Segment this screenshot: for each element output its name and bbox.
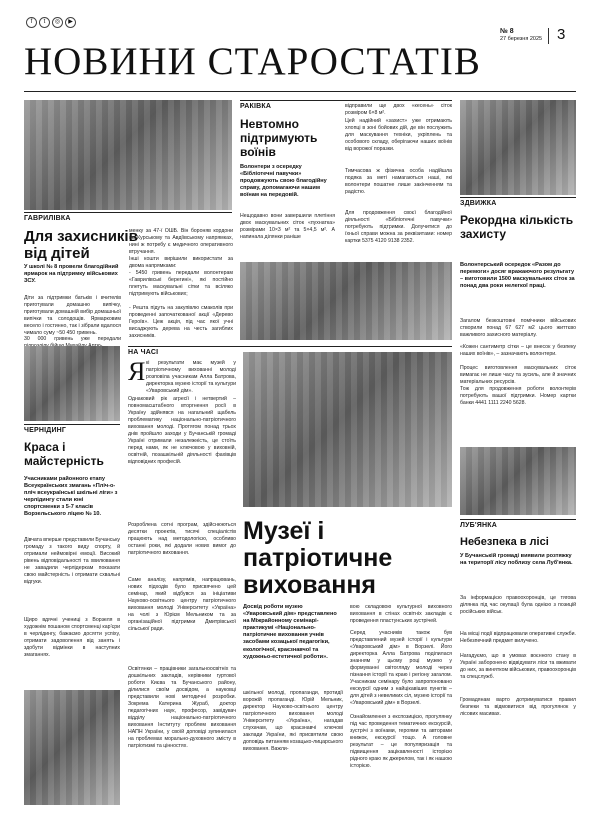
section-label: ЧЕРНІДИНГ	[24, 427, 67, 434]
article-headline: Краса і майстерність	[24, 440, 104, 468]
article-lead: Волонтери з осередку «Бібліотечні павучки» продовжують свою благодійну справу, допомагаючи нашим воїнам на передовій.	[240, 164, 327, 199]
article-text: вою складовою культурної виховного виховання в стінах освітніх закладів є проведення пластунських зустрічей.	[350, 604, 452, 624]
gavrylivka-photo	[24, 100, 232, 210]
article-headline: Невтомно підтримують воїнів	[240, 117, 318, 159]
page-number: 3	[557, 26, 566, 43]
section-label: НА ЧАСІ	[128, 349, 159, 356]
article-text: Освітянки – працівники загальноосвітніх та дошкільних закладів, керівники гуртової роботи Києва та Бучанського району, ділилися своїм досвідом, а науковці представили нові методичні розробки. Зокрема Катерина Жураб, доктор педагогічних наук, професор, завідувач відділу національно-патріотичного виховання Інституту проблем виховання НАПН України, у своїй доповіді зупинилася на проблемах морально-духовного змісту в патріотизмі та цінностях.	[128, 666, 236, 749]
zdvyzhka-photo	[460, 100, 576, 195]
article-text: - 5450 гривень передали волонтерам «Гаврилівські берегині», які постійно плетуть маскувальні сітки та всіляко підтримують військових;	[129, 270, 233, 297]
article-lead: Учасниками районного етапу Всеукраїнських змагань «Пліч-о-пліч всеукраїнські шкільні ліги» з черлідингу стали юні спортсменки з 5-7 класів Ворзельського ліцею № 10.	[24, 476, 118, 518]
article-text: Інші кошти вирішили використати за двома напрямками:	[129, 256, 233, 269]
social-icons	[26, 10, 78, 28]
article-lead: У Бучанській громаді виявили розтяжку на території лісу поблизу села Луб'янка.	[460, 553, 573, 567]
article-text: Ознайомлення з експозицією, прогулянку під час проведення тематичних екскурсій, зустрічі з воїнами, героями та авторами книжок, екскурсії тощо. А головне результат – це популяризація та підвищення зацікавленості історією рідного краю як джерелом, так і як нашою історією.	[350, 714, 452, 769]
article-text: Однаковий рік агресії і нетвертий – повномасштабного вторгнення росії в Україну здійнявся на нагальний щабель проблематику національно-патріотичного виховання молоді. Протягом понад трьох днів пройшло заходи у Бучанській громаді Україні отримали незалежність, це стоїть перед нами, як не ключовою у виховній, освітній, позашкільній діяльності фахівців відповідних професій.	[128, 396, 236, 465]
article-text: менку за 47-ї ОШБ. Він бороняв кордони на Курському та Авдіївському напрямках, нині ж потребу є медичного оперативного втручання.	[129, 228, 233, 255]
article-text: 30 000 гривень уже передали	[24, 336, 121, 342]
section-label: ЗДВИЖКА	[460, 200, 497, 207]
article-text: Тимчасова ж фізична особа надійшла подяка за меті намагаються наші, які волонтери пошатне лише закінченням та радістю.	[345, 168, 452, 195]
article-text: Тож для продовження роботи волонтерів потребують вашої підтримки. Номер картки банки 4441 1111 2240 5628.	[460, 386, 576, 406]
cheerleading-photo	[24, 346, 120, 421]
article-lead: У школі № 8 провели благодійний ярмарок на підтримку військових ЗСУ.	[24, 264, 119, 285]
article-text: Саме аналізу, напрямів, напрацювань, нових підходів було присвячено цей семінар, який відбувся за ініціативи Науково-освітнього центру патріотичного виховання молоді Університету «Україна» на чолі з Юрієм Мельником та за організаційної підтримки Дмитрівської сільської ради.	[128, 577, 236, 632]
article-text: Цей надійний «захист» уже отримають хлопці в зоні бойових дій, де він послужить для маскування техніки, укріплень та особового складу, оберігаючи наших воїнів від ворожої поразки.	[345, 118, 452, 152]
issue-date: 27 березня 2025	[500, 36, 543, 42]
article-text: За інформацією правоохоронців, це тягова ділянка під час окупації була однією з позицій російських військ.	[460, 595, 576, 615]
article-headline: Для захисників від дітей	[24, 228, 138, 262]
article-text: Діти за підтримки батьків і вчителів приготували домашню випічку, приготували домашній вибір домашньої випічки та солодощів. Ярмарковим весело і гостинно, так і зібрали вдалося чимало суму ~50 450 гривень.	[24, 295, 121, 336]
article-text: Дівчата вперше представили Бучанську громаду з такого виду спорту, й отримали неймовірні емоції. Високий рівень відповідальності та хвилювання не завадили черлідеркам показати свою майстерність і отримати схвальні відгуки.	[24, 537, 120, 585]
section-label: РАКІВКА	[240, 103, 272, 110]
article-headline: Рекордна кількість захисту	[460, 213, 574, 241]
article-text: Загалом безкоштовні помічники військових створили понад 67 627 м2 цього життєво важливого захисного матеріалу.	[460, 318, 576, 338]
issue-number: № 8	[500, 28, 514, 35]
article-text: Процес виготовлення маскувальних сіток вимагає не лише часу та зусиль, але й значних матеріальних ресурсів.	[460, 365, 576, 385]
instagram-icon[interactable]: ◎	[52, 17, 63, 28]
article-text: шкільної молоді, пропаганди, протидії ворожій пропаганді. Юрій Мельник, директор Науково-освітнього центру патріотичного виховання молоді Університету «Україна», нагадав слухачам, що краєзнавчі ключові заклади України, які присвятили свою доповідь питанням козацько-лицарського виховання. Важли-	[243, 690, 344, 752]
article-headline: Музеї і патріотичне виховання	[243, 517, 393, 599]
article-text: «Кожен сантиметр сітки – це внесок у безпеку наших воїнів», – зазначають волонтери.	[460, 344, 576, 357]
drop-cap: Я	[128, 357, 146, 386]
youtube-icon[interactable]: ▶	[65, 17, 76, 28]
article-text: відправили ще двох «кесень» сіток розміром 6×8 м².	[345, 103, 452, 116]
article-text: кі результати має музей у патріотичному вихованні молоді розповіла учасникам Алла Батрова, директорка музею історії та культури «Уваровський дім».	[146, 360, 236, 394]
facebook-icon[interactable]: f	[26, 17, 37, 28]
article-text: - Решта підуть на закупівлю смаколів при проведенні започаткованої акції «Дерево Героїв». Цеж акція, під час якої учні висаджують дерева на честь загиблих захисників.	[129, 305, 233, 339]
page-title: НОВИНИ СТАРОСТАТІВ	[24, 40, 481, 83]
lubyanka-photo	[460, 447, 576, 515]
museum-photo	[243, 352, 452, 507]
twitter-icon[interactable]: t	[39, 17, 50, 28]
article-text: Розроблена сотні програм, здійснюються десятки проектів, тисячі спеціалістів працюють над методологією, особливо останні роки, які додали нових вимог до патріотичного виховання.	[128, 522, 236, 556]
cheerleading-photo-2	[24, 690, 120, 805]
article-lead: Досвід роботи музею «Уваровський дім» представлено на Міжрайонному семінарі-практикумі «Національно-патріотичне виховання учнів засобами козацької педагогіки, екологічної, краєзнавчої та художньо-естетичної роботи».	[243, 604, 337, 660]
article-text: Щиро вдячні учениці з Ворзеля в художнім пошаном спортсменці кар'єри в черлідингу, бажаємо досягти успіху, отримати задоволення від занять і здобути відмінки в наступних змаганнях.	[24, 617, 120, 658]
article-text: Нещодавно вони завершили плетіння двох маскувальних сіток «пухнатка» розмірами 10×3 м² та 5×4,5 м². А напинала ділянки раніше	[240, 213, 335, 240]
article-text: Для продовження своєї благодійної діяльності «Бібліотечні павучки» потребують підтримки. Долучитися до їхньої справи можна за реквізитами: номер картки 5375 4120 9138 2352.	[345, 210, 452, 244]
article-text: Нагадуємо, що в умовах воєнного стану в Україні заборонено відвідувати ліси та вживати до них, за винятком військових, правоохоронців та спецслужб.	[460, 653, 576, 680]
article-text: На місці події відпрацювали оперативні служби. Небезпечний предмет вилучено.	[460, 631, 576, 644]
section-label: ГАВРИЛІВКА	[24, 215, 71, 222]
article-text: Серед учасників також був представлений музей історії і культури «Уваровський дім» в Ворзелі. Його директорка Алла Батрова поділилася знанням у цьому році музею у формуванні світогляду молоді через пізнання історії та краю і регіону загалом. Учасникам семінару було запропоновано екскурсії одним з найцікавіших пунктів – для дітей з невеликих сіл, музею історії та «Уваровський дім» в Ворзелі.	[350, 630, 452, 706]
article-text: Громадянам варто дотримуватися правил безпеки та відмовитися від прогулянок у лісових масивах.	[460, 697, 576, 717]
article-lead: Волонтерський осередок «Разом до перемоги» досяг вражаючого результату – виготовили 1500 маскувальних сіток за понад два роки нелегкої праці.	[460, 262, 575, 290]
rakivka-photo	[240, 262, 452, 340]
section-label: ЛУБ'ЯНКА	[460, 522, 497, 529]
article-headline: Небезпека в лісі	[460, 536, 549, 548]
